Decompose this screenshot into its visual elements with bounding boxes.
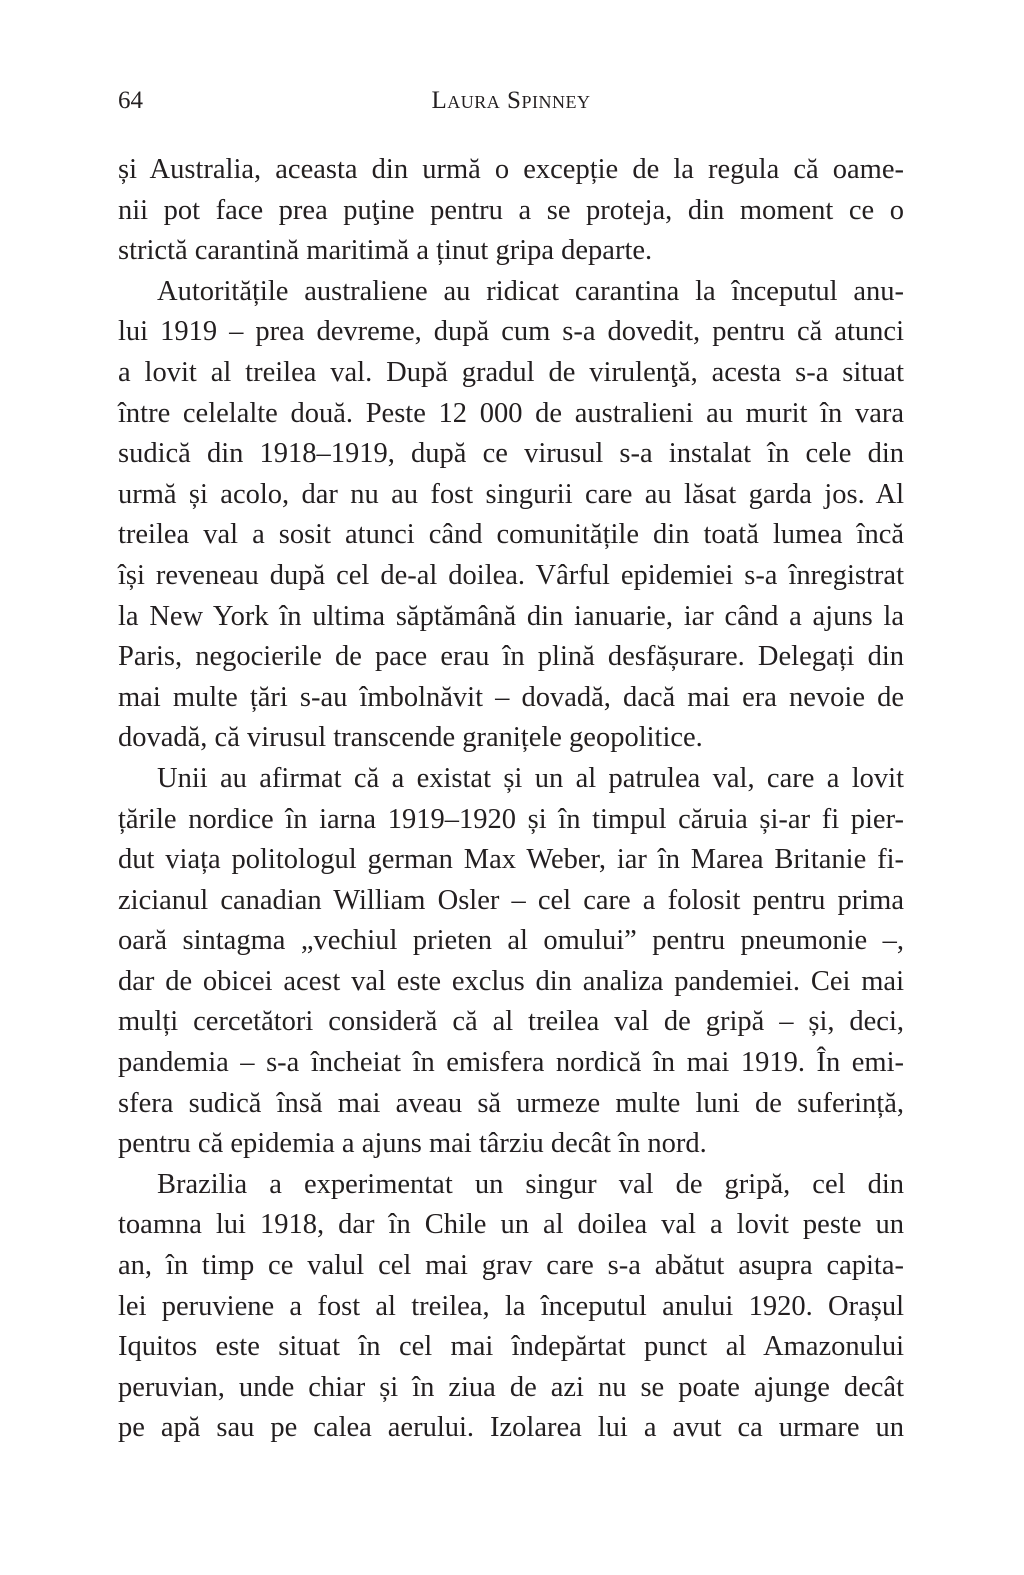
text-line: treilea val a sosit atunci când comunitățile din toată lumea încă [118,519,904,551]
text-line: dovadă, că virusul transcende granițele geopolitice. [118,722,703,754]
text-line: Iquitos este situat în cel mai îndepărtat punct al Amazonului [118,1331,904,1363]
text-line: pandemia – s-a încheiat în emisfera nordică în mai 1919. În emi- [118,1047,904,1079]
text-line: strictă carantină maritimă a ținut gripa departe. [118,235,653,267]
body-text [118,150,904,1449]
text-line: nii pot face prea puţine pentru a se proteja, din moment ce o [118,194,904,226]
text-line: își reveneau după cel de-al doilea. Vârful epidemiei s-a înregistrat [118,559,904,591]
text-line: dar de obicei acest val este exclus din analiza pandemiei. Cei mai [118,965,904,997]
text-line: Paris, negocierile de pace erau în plină desfășurare. Delegați din [118,641,904,673]
paragraph [118,272,904,759]
text-line: Autoritățile australiene au ridicat carantina la începutul anu- [157,275,904,307]
text-line: mulți cercetători consideră că al treilea val de gripă – și, deci, [118,1006,904,1038]
page-number: 64 [118,87,143,114]
text-line: între celelalte două. Peste 12 000 de australieni au murit în vara [118,397,904,429]
text-line: dut viața politologul german Max Weber, iar în Marea Britanie fi- [118,844,904,876]
text-line: țările nordice în iarna 1919–1920 și în timpul căruia și-ar fi pier- [118,803,904,835]
text-line: sudică din 1918–1919, după ce virusul s-a instalat în cele din [118,438,904,470]
text-line: și Australia, aceasta din urmă o excepție de la regula că oame- [118,154,904,185]
text-line: zicianul canadian William Osler – cel care a folosit pentru prima [118,884,904,916]
paragraph [118,759,904,1165]
text-line: lei peruviene a fost al treilea, la începutul anului 1920. Orașul [118,1290,904,1322]
text-line: Unii au afirmat că a existat și un al patrulea val, care a lovit [157,762,904,794]
text-line: Brazilia a experimentat un singur val de gripă, cel din [157,1168,904,1200]
text-line: sfera sudică însă mai aveau să urmeze multe luni de suferință, [118,1087,904,1119]
paragraph [118,1165,904,1449]
text-line: lui 1919 – prea devreme, după cum s-a dovedit, pentru că atunci [118,316,904,348]
text-line: urmă și acolo, dar nu au fost singurii care au lăsat garda jos. Al [118,478,904,510]
text-line: pe apă sau pe calea aerului. Izolarea lui a avut ca urmare un [118,1412,904,1444]
text-line: oară sintagma „vechiul prieten al omului” pentru pneumonie –, [118,925,904,957]
text-line: la New York în ultima săptămână din ianuarie, iar când a ajuns la [118,600,904,632]
paragraph [118,150,904,272]
text-line: toamna lui 1918, dar în Chile un al doilea val a lovit peste un [118,1209,904,1241]
page-header [118,84,904,118]
text-line: pentru că epidemia a ajuns mai târziu decât în nord. [118,1128,707,1160]
text-line: mai multe țări s-au îmbolnăvit – dovadă, dacă mai era nevoie de [118,681,904,713]
text-line: peruvian, unde chiar și în ziua de azi nu se poate ajunge decât [118,1371,904,1403]
running-head-author: Laura Spinney [431,87,591,114]
text-line: a lovit al treilea val. După gradul de virulenţă, acesta s-a situat [118,356,904,388]
text-line: an, în timp ce valul cel mai grav care s-a abătut asupra capita- [118,1250,904,1282]
